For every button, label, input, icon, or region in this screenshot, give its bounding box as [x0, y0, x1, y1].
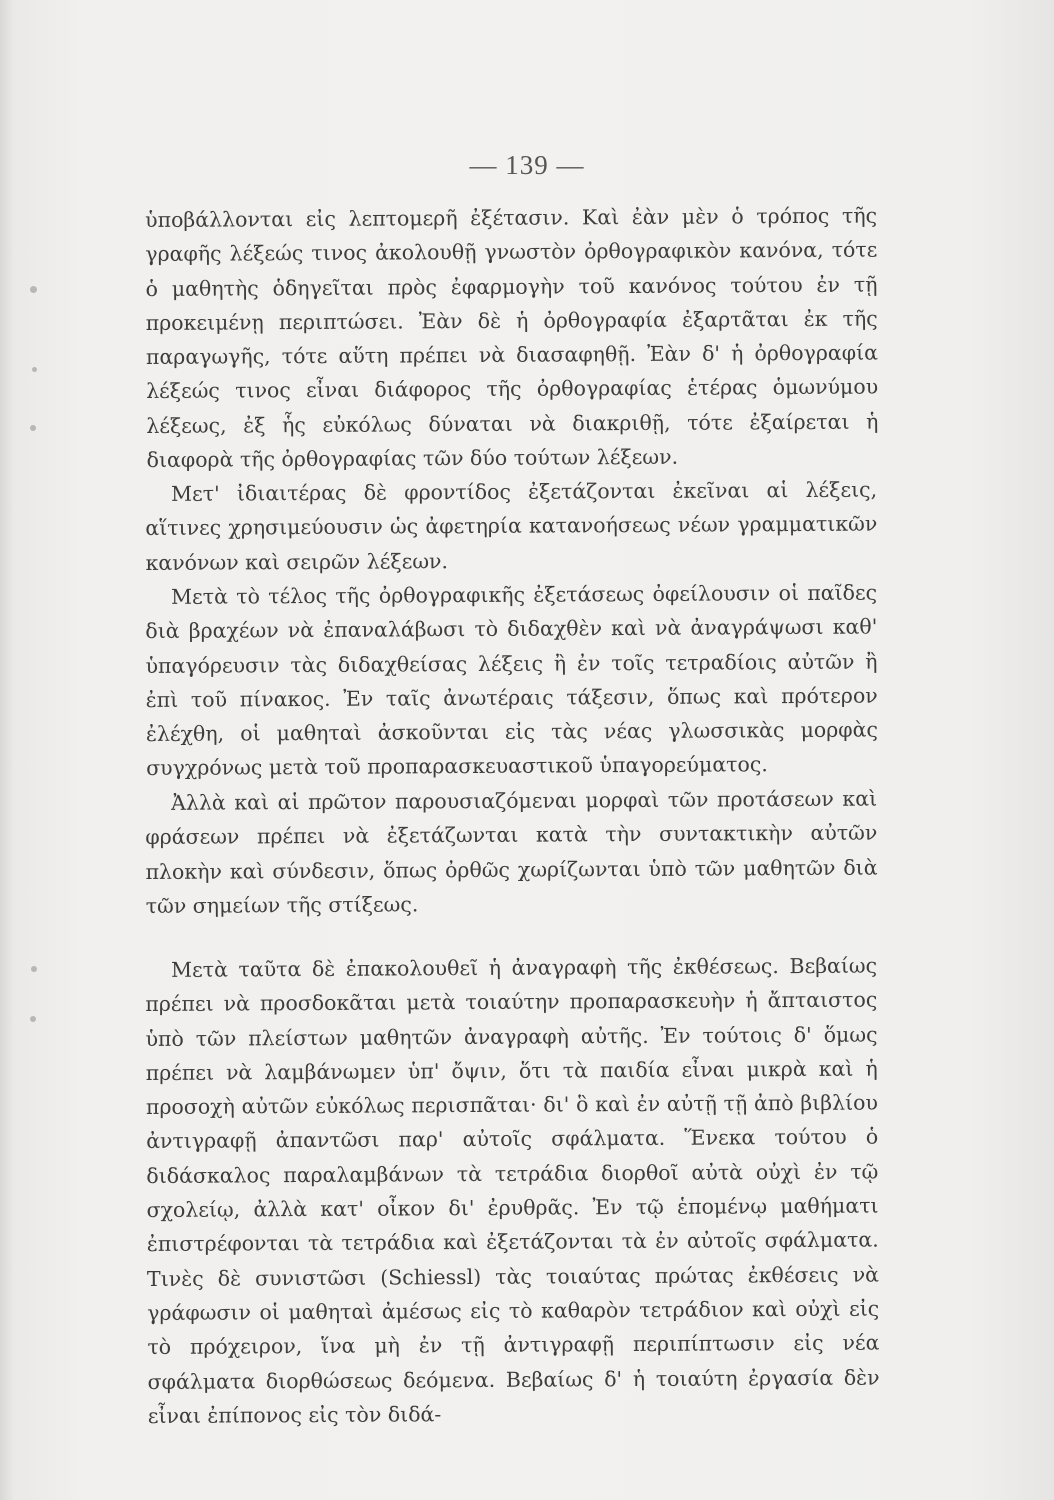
paragraph: Μετ' ἰδιαιτέρας δὲ φροντίδος ἐξετάζονται ἐκεῖναι αἱ λέξεις, αἵτινες χρησιμεύουσιν ὡς ἀφετηρία κατανοήσεως νέων γραμματικῶν κανόνων καὶ σειρῶν λέξεων. — [145, 477, 878, 575]
body-text — [145, 203, 880, 1433]
punch-hole-mark — [31, 966, 37, 972]
punch-hole-mark — [32, 367, 37, 372]
paragraph: ὑποβάλλονται εἰς λεπτομερῆ ἐξέτασιν. Καὶ ἐὰν μὲν ὁ τρόπος τῆς γραφῆς λέξεώς τινος ἀκολουθῇ γνωστὸν ὀρθογραφικὸν κανόνα, τότε ὁ μαθητὴς ὁδηγεῖται πρὸς ἐφαρμογὴν τοῦ κανόνος τούτου ἐν τῇ προκειμένῃ περιπτώσει. Ἐὰν δὲ ἡ ὀρθογραφία ἐξαρτᾶται ἐκ τῆς παραγωγῆς, τότε αὕτη πρέπει νὰ διασαφηθῇ. Ἐὰν δ' ἡ ὀρθογραφία λέξεώς τινος εἶναι διάφορος τῆς ὀρθογραφίας ἑτέρας ὁμωνύμου λέξεως, ἐξ ἧς εὐκόλως δύναται νὰ διακριθῇ, τότε ἐξαίρεται ἡ διαφορὰ τῆς ὀρθογραφίας τῶν δύο τούτων λέξεων. — [145, 203, 879, 473]
paragraph: Ἀλλὰ καὶ αἱ πρῶτον παρουσιαζόμεναι μορφαὶ τῶν προτάσεων καὶ φράσεων πρέπει νὰ ἐξετάζωνται κατὰ τὴν συντακτικὴν αὐτῶν πλοκὴν καὶ σύνδεσιν, ὅπως ὀρθῶς χωρίζωνται ὑπὸ τῶν μαθητῶν διὰ τῶν σημείων τῆς στίξεως. — [145, 786, 878, 918]
page-edge-shadow — [0, 0, 14, 1500]
punch-hole-mark — [30, 286, 37, 293]
punch-hole-mark — [30, 425, 36, 431]
paragraph: Μετὰ τὸ τέλος τῆς ὀρθογραφικῆς ἐξετάσεως ὀφείλουσιν οἱ παῖδες διὰ βραχέων νὰ ἐπαναλάβωσι τὸ διδαχθὲν καὶ νὰ ἀναγράψωσι καθ' ὑπαγόρευσιν τὰς διδαχθείσας λέξεις ἢ ἐν τοῖς τετραδίοις αὐτῶν ἢ ἐπὶ τοῦ πίνακος. Ἐν ταῖς ἀνωτέραις τάξεσιν, ὅπως καὶ πρότερον ἐλέχθη, οἱ μαθηταὶ ἀσκοῦνται εἰς τὰς νέας γλωσσικὰς μορφὰς συγχρόνως μετὰ τοῦ προπαρασκευαστικοῦ ὑπαγορεύματος. — [145, 580, 879, 781]
paragraph: Μετὰ ταῦτα δὲ ἐπακολουθεῖ ἡ ἀναγραφὴ τῆς ἐκθέσεως. Βεβαίως πρέπει νὰ προσδοκᾶται μετὰ τοιαύτην προπαρασκευὴν ἡ ἄπταιστος ὑπὸ τῶν πλείστων μαθητῶν ἀναγραφὴ αὐτῆς. Ἐν τούτοις δ' ὅμως πρέπει νὰ λαμβάνωμεν ὑπ' ὄψιν, ὅτι τὰ παιδία εἶναι μικρὰ καὶ ἡ προσοχὴ αὐτῶν εὐκόλως περισπᾶται· δι' ὃ καὶ ἐν αὐτῇ τῇ ἀπὸ βιβλίου ἀντιγραφῇ ἀπαντῶσι παρ' αὐτοῖς σφάλματα. Ἕνεκα τούτου ὁ διδάσκαλος παραλαμβάνων τὰ τετράδια διορθοῖ αὐτὰ οὐχὶ ἐν τῷ σχολείῳ, ἀλλὰ κατ' οἶκον δι' ἐρυθρᾶς. Ἐν τῷ ἑπομένῳ μαθήματι ἐπιστρέφονται τὰ τετράδια καὶ ἐξετάζονται τὰ ἐν αὐτοῖς σφάλματα. Τινὲς δὲ συνιστῶσι (Schiessl) τὰς τοιαύτας πρώτας ἐκθέσεις νὰ γράφωσιν οἱ μαθηταὶ ἀμέσως εἰς τὸ καθαρὸν τετράδιον καὶ οὐχὶ εἰς τὸ πρόχειρον, ἵνα μὴ ἐν τῇ ἀντιγραφῇ περιπίπτωσιν εἰς νέα σφάλματα διορθώσεως δεόμενα. Βεβαίως δ' ἡ τοιαύτη ἐργασία δὲν εἶναι ἐπίπονος εἰς τὸν διδά- — [145, 953, 880, 1429]
page-number: — 139 — — [469, 150, 585, 180]
punch-hole-mark — [30, 1016, 36, 1022]
